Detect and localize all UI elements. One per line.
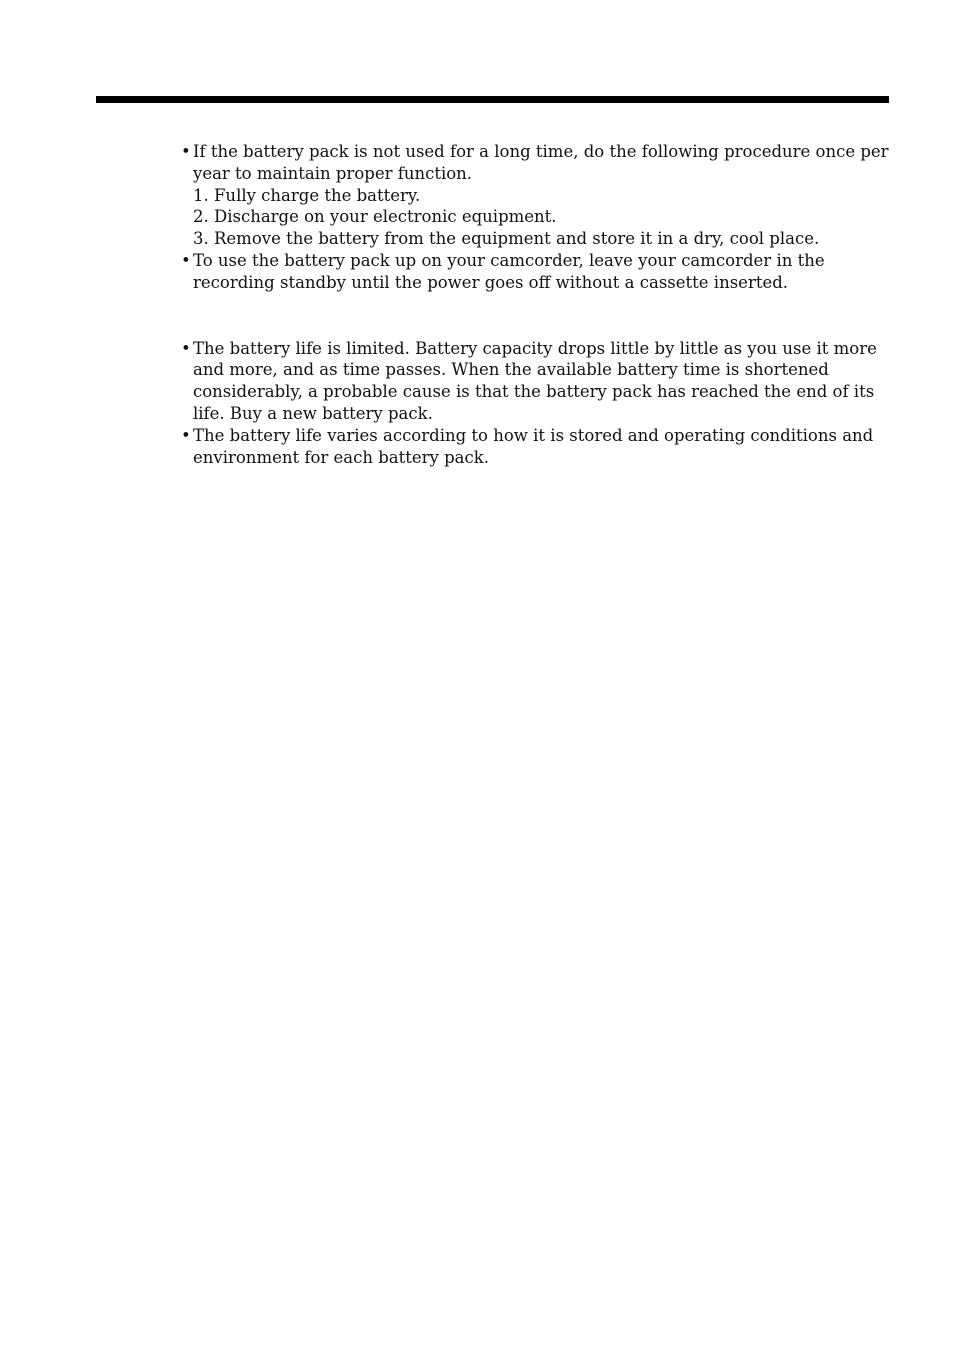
storage-step-3: 3. Remove the battery from the equipment and store it in a dry, cool place. — [193, 229, 820, 249]
storage-bullet-text: If the battery pack is not used for a long time, do the following procedure once per year to maintain proper function. — [193, 142, 889, 183]
battery-life-varies-bullet — [178, 425, 890, 469]
page-content — [178, 141, 890, 468]
storage-steps — [178, 185, 890, 250]
section-gap — [178, 294, 890, 338]
storage-step-2: 2. Discharge on your electronic equipment. — [193, 207, 557, 227]
bullet-dot: • — [181, 338, 191, 358]
battery-life-varies-bullet-text: The battery life varies according to how it is stored and operating conditions and environment for each battery pack. — [193, 425, 874, 467]
use-up-bullet — [178, 250, 890, 294]
battery-life-bullet-text: The battery life is limited. Battery capacity drops little by little as you use it more and more, and as time passes. When the available battery time is shortened considerably, a probable cause is that the battery pack has reached the end of its life. Buy a new battery pack. — [193, 338, 877, 423]
use-up-bullet-text: To use the battery pack up on your camcorder, leave your camcorder in the recording standby until the power goes off without a cassette inserted. — [193, 250, 825, 292]
storage-bullet — [178, 141, 890, 185]
header-rule — [96, 96, 889, 103]
bullet-dot: • — [181, 425, 191, 445]
storage-step-1: 1. Fully charge the battery. — [193, 185, 421, 205]
bullet-dot: • — [181, 250, 191, 270]
bullet-dot: • — [181, 142, 191, 161]
battery-life-bullet — [178, 338, 890, 425]
